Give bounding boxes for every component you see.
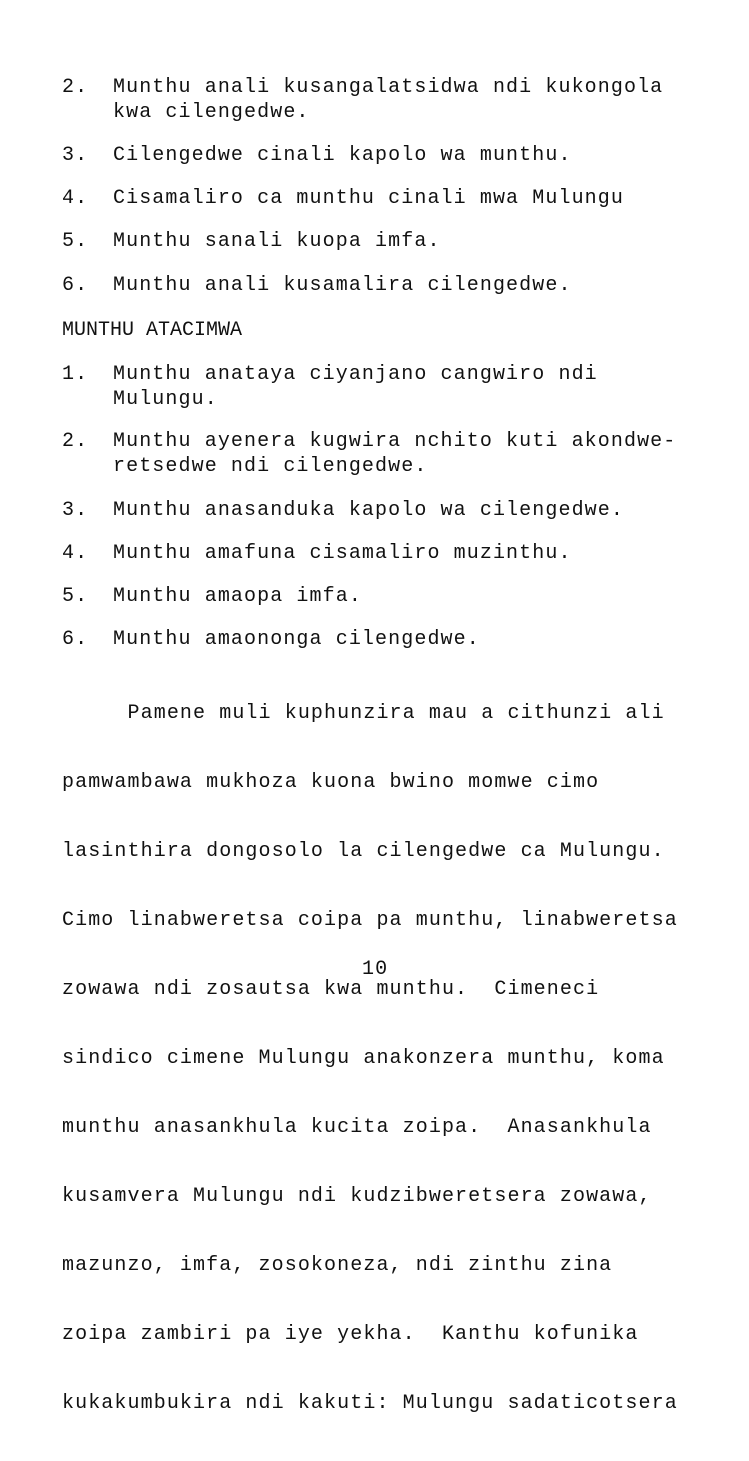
list-number: 6.	[62, 628, 89, 651]
list-item: Munthu anataya ciyanjano cangwiro ndi	[113, 363, 598, 386]
list-item-cont: Mulungu.	[113, 388, 218, 411]
paragraph-line: zoipa zambiri pa iye yekha. Kanthu kofunika	[62, 1323, 639, 1346]
body-paragraph	[62, 656, 678, 1461]
paragraph-line: Cimo linabweretsa coipa pa munthu, linabweretsa	[62, 909, 678, 932]
list-number: 5.	[62, 585, 89, 608]
list-item: Munthu anali kusamalira cilengedwe.	[113, 274, 572, 297]
paragraph-line: zowawa ndi zosautsa kwa munthu. Cimeneci	[62, 978, 600, 1001]
paragraph-line: Pamene muli kuphunzira mau a cithunzi ali	[62, 702, 665, 725]
list-item-cont: retsedwe ndi cilengedwe.	[113, 455, 428, 478]
page-number: 10	[362, 958, 389, 981]
list-number: 4.	[62, 187, 89, 210]
list-number: 3.	[62, 499, 89, 522]
paragraph-line: mazunzo, imfa, zosokoneza, ndi zinthu zina	[62, 1254, 613, 1277]
list-item: Munthu amaopa imfa.	[113, 585, 362, 608]
paragraph-line: kusamvera Mulungu ndi kudzibweretsera zowawa,	[62, 1185, 652, 1208]
list-number: 5.	[62, 230, 89, 253]
list-number: 3.	[62, 144, 89, 167]
list-item: Cilengedwe cinali kapolo wa munthu.	[113, 144, 572, 167]
paragraph-line: pamwambawa mukhoza kuona bwino momwe cimo	[62, 771, 600, 794]
paragraph-line: sindico cimene Mulungu anakonzera munthu, koma	[62, 1047, 665, 1070]
paragraph-line: munthu anasankhula kucita zoipa. Anasankhula	[62, 1116, 652, 1139]
list-item: Munthu anali kusangalatsidwa ndi kukongola	[113, 76, 664, 99]
list-number: 1.	[62, 363, 89, 386]
list-item: Munthu amafuna cisamaliro muzinthu.	[113, 542, 572, 565]
list-item: Munthu amaononga cilengedwe.	[113, 628, 480, 651]
section-heading: MUNTHU ATACIMWA	[62, 319, 243, 342]
list-number: 2.	[62, 76, 89, 99]
list-number: 4.	[62, 542, 89, 565]
paragraph-line: lasinthira dongosolo la cilengedwe ca Mulungu.	[62, 840, 665, 863]
list-number: 6.	[62, 274, 89, 297]
list-item: Munthu sanali kuopa imfa.	[113, 230, 441, 253]
list-item: Cisamaliro ca munthu cinali mwa Mulungu	[113, 187, 624, 210]
paragraph-line: kukakumbukira ndi kakuti: Mulungu sadaticotsera	[62, 1392, 678, 1415]
list-item: Munthu anasanduka kapolo wa cilengedwe.	[113, 499, 624, 522]
list-item-cont: kwa cilengedwe.	[113, 101, 310, 124]
list-item: Munthu ayenera kugwira nchito kuti akondwe-	[113, 430, 677, 453]
list-number: 2.	[62, 430, 89, 453]
